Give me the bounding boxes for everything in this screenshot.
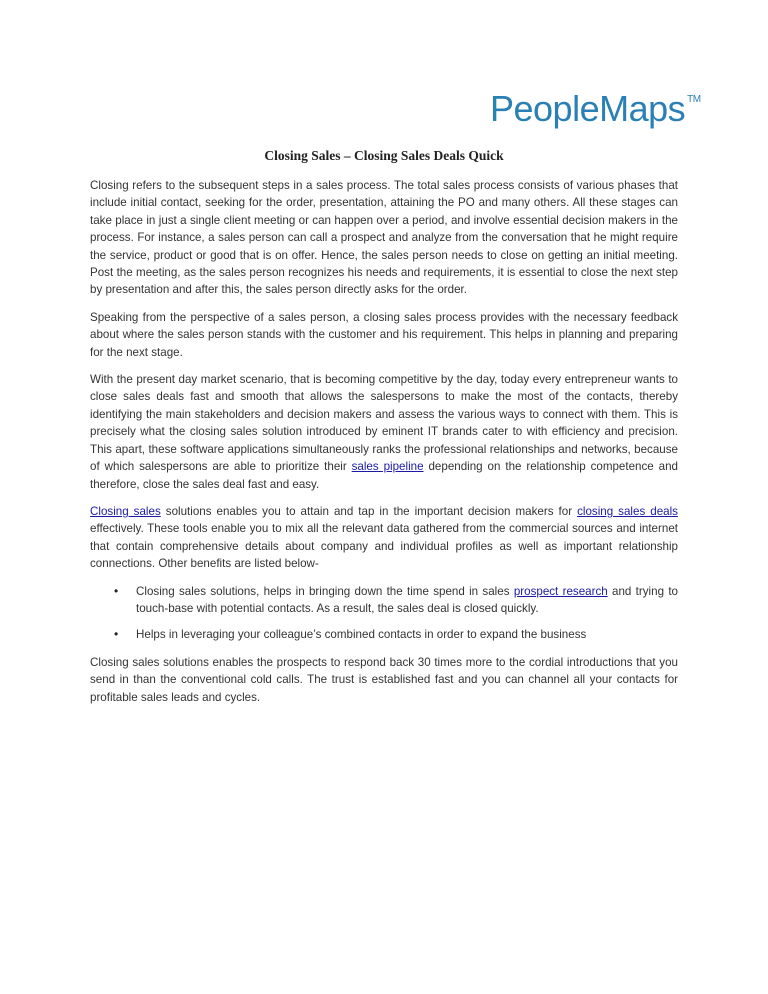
prospect-research-link[interactable]: prospect research [513, 584, 608, 598]
benefits-list [90, 583, 678, 644]
closing-sales-link[interactable]: Closing sales [90, 504, 161, 518]
text: effectively. These tools enable you to mix all the relevant data gathered from the commercial sources and internet that contain comprehensive details about company and individual profiles as well as important relationship connections. Other benefits are listed below- [90, 522, 678, 571]
text: Closing sales solutions, helps in bringing down the time spend in sales [136, 584, 514, 598]
paragraph-2: Speaking from the perspective of a sales person, a closing sales process provides with the necessary feedback about where the sales person stands with the customer and his requirement. This helps in planning and preparing for the next stage. [90, 310, 678, 359]
paragraph-4 [90, 503, 678, 573]
paragraph-1: Closing refers to the subsequent steps in a sales process. The total sales process consists of various phases that include initial contact, seeking for the order, presentation, attaining the PO and many others. All these stages can take place in just a single client meeting or can happen over a period, and involve essential decision makers in the process. For instance, a sales person can call a prospect and analyze from the conversation that he might require the service, product or good that is on offer. Hence, the sales person needs to close on getting an initial meeting. Post the meeting, as the sales person recognizes his needs and requirements, it is essential to close the next step by presentation and after this, the sales person directly asks for the order. [90, 179, 678, 297]
logo-tm: TM [687, 94, 701, 105]
text: solutions enables you to attain and tap in the important decision makers for [160, 504, 578, 518]
document-body [90, 177, 678, 716]
peoplemaps-logo [490, 88, 701, 130]
text: depending on the relationship competence and therefore, close the sales deal fast and easy. [90, 460, 678, 491]
paragraph-3 [90, 371, 678, 493]
logo-text: PeopleMaps [490, 88, 686, 129]
text: and trying to touch-base with potential contacts. As a result, the sales deal is closed quickly. [136, 584, 678, 615]
list-item [136, 583, 678, 618]
closing-sales-deals-link[interactable]: closing sales deals [577, 504, 678, 518]
paragraph-5: Closing sales solutions enables the prospects to respond back 30 times more to the cordial introductions that you send in than the conventional cold calls. The trust is established fast and you can channel all your contacts for profitable sales leads and cycles. [90, 655, 678, 704]
text: With the present day market scenario, that is becoming competitive by the day, today every entrepreneur wants to close sales deals fast and smooth that allows the salespersons to make the most of the contacts, thereby identifying the main stakeholders and decision makers and assess the various ways to connect with them. This is precisely what the closing sales solution introduced by eminent IT brands cater to with efficiency and precision. This apart, these software applications simultaneously ranks the professional relationships and networks, because of which salespersons are able to prioritize their [90, 373, 678, 474]
sales-pipeline-link[interactable]: sales pipeline [351, 460, 424, 474]
document-title: Closing Sales – Closing Sales Deals Quick [264, 148, 504, 163]
list-item [136, 626, 678, 643]
text: Helps in leveraging your colleague’s combined contacts in order to expand the business [136, 628, 587, 642]
